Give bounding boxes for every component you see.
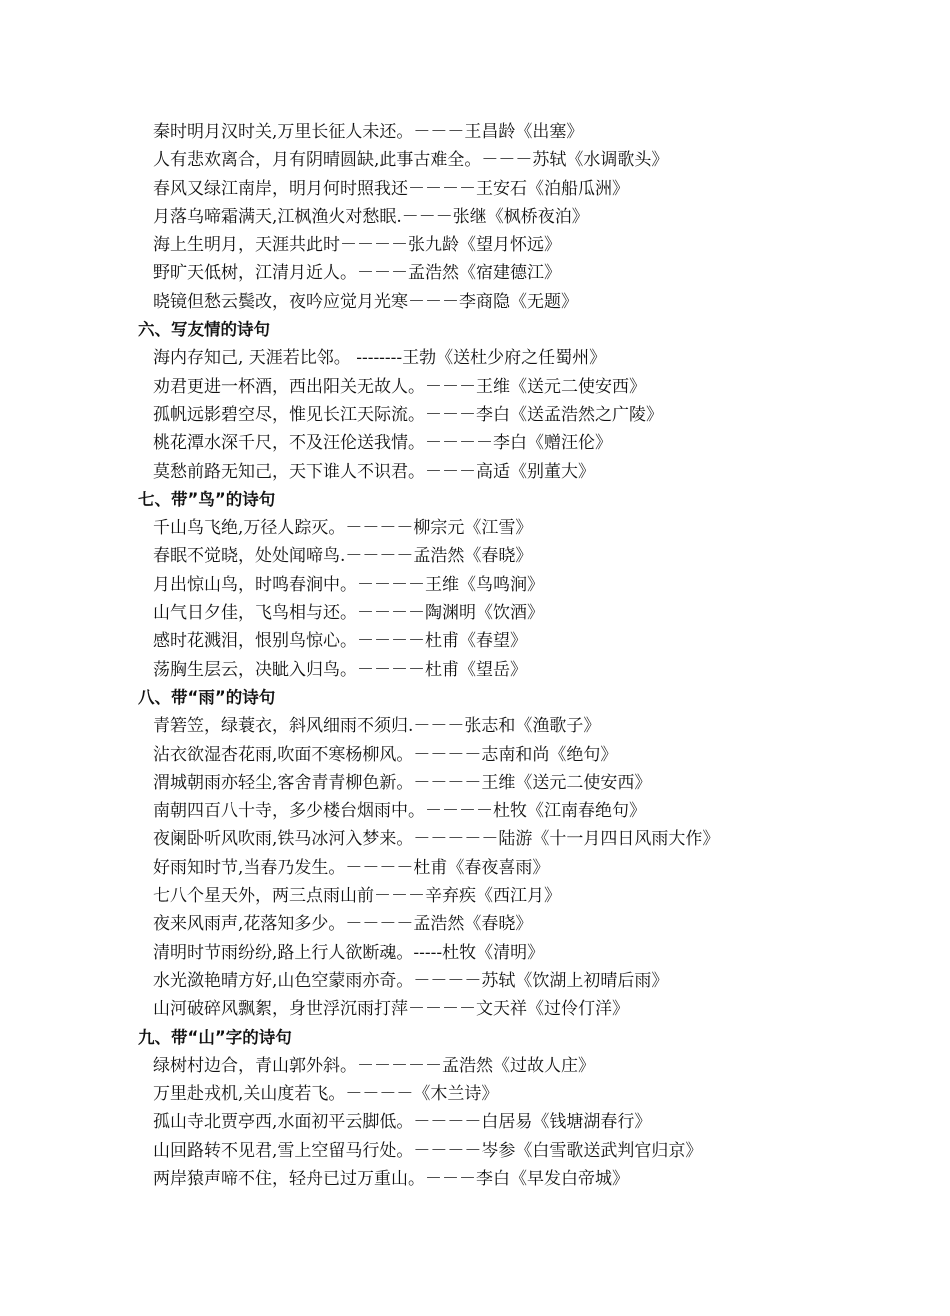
- poem-line: 青箬笠，绿蓑衣，斜风细雨不须归.－－－张志和《渔歌子》: [153, 716, 601, 737]
- poem-line: 海上生明月，天涯共此时－－－－张九龄《望月怀远》: [153, 235, 561, 256]
- poem-line: 千山鸟飞绝,万径人踪灭。－－－－柳宗元《江雪》: [153, 518, 533, 539]
- section-moon-continued: [0, 118, 950, 316]
- poem-line: 海内存知己, 天涯若比邻。 --------王勃《送杜少府之任蜀州》: [153, 348, 607, 369]
- poem-line: 感时花溅泪，恨别鸟惊心。－－－－杜甫《春望》: [153, 631, 527, 652]
- document-page: [0, 118, 950, 1193]
- section-heading: 八、带“雨”的诗句: [138, 687, 276, 707]
- section-heading: 七、带”鸟”的诗句: [138, 489, 276, 509]
- poem-line: 好雨知时节,当春乃发生。－－－－杜甫《春夜喜雨》: [153, 857, 550, 878]
- poem-line: 孤帆远影碧空尽，惟见长江天际流。－－－李白《送孟浩然之广陵》: [153, 404, 663, 425]
- poem-line: 夜来风雨声,花落知多少。－－－－孟浩然《春晓》: [153, 914, 533, 935]
- section-friendship: [0, 316, 950, 486]
- poem-line: 月出惊山鸟，时鸣春涧中。－－－－王维《鸟鸣涧》: [153, 574, 544, 595]
- poem-line: 清明时节雨纷纷,路上行人欲断魂。-----杜牧《清明》: [153, 942, 545, 963]
- poem-line: 人有悲欢离合，月有阴晴圆缺,此事古难全。－－－苏轼《水调歌头》: [153, 150, 669, 171]
- poem-line: 春风又绿江南岸，明月何时照我还－－－－王安石《泊船瓜洲》: [153, 178, 629, 199]
- poem-line: 沾衣欲湿杏花雨,吹面不寒杨柳风。－－－－志南和尚《绝句》: [153, 744, 618, 765]
- section-heading: 六、写友情的诗句: [138, 320, 270, 340]
- poem-line: 荡胸生层云，决眦入归鸟。－－－－杜甫《望岳》: [153, 659, 527, 680]
- poem-line: 水光潋艳晴方好,山色空蒙雨亦奇。－－－－苏轼《饮湖上初晴后雨》: [153, 970, 669, 991]
- section-heading: 九、带“山”字的诗句: [138, 1027, 292, 1047]
- poem-line: 莫愁前路无知己，天下谁人不识君。－－－高适《别董大》: [153, 461, 595, 482]
- poem-line: 野旷天低树，江清月近人。－－－孟浩然《宿建德江》: [153, 263, 561, 284]
- poem-line: 南朝四百八十寺，多少楼台烟雨中。－－－－杜牧《江南春绝句》: [153, 801, 646, 822]
- poem-line: 七八个星天外，两三点雨山前－－－辛弃疾《西江月》: [153, 886, 561, 907]
- poem-line: 春眠不觉晓，处处闻啼鸟.－－－－孟浩然《春晓》: [153, 546, 533, 567]
- poem-line: 山河破碎风飘絮，身世浮沉雨打萍－－－－文天祥《过伶仃洋》: [153, 999, 629, 1020]
- poem-line: 山回路转不见君,雪上空留马行处。－－－－岑参《白雪歌送武判官归京》: [153, 1140, 703, 1161]
- poem-line: 劝君更进一杯酒，西出阳关无故人。－－－王维《送元二使安西》: [153, 376, 646, 397]
- poem-line: 两岸猿声啼不住，轻舟已过万重山。－－－李白《早发白帝城》: [153, 1168, 629, 1189]
- poem-line: 孤山寺北贾亭西,水面初平云脚低。－－－－白居易《钱塘湖春行》: [153, 1112, 652, 1133]
- poem-line: 晓镜但愁云鬓改，夜吟应觉月光寒－－－李商隐《无题》: [153, 291, 578, 312]
- section-rain: [0, 684, 950, 1024]
- poem-line: 山气日夕佳，飞鸟相与还。－－－－陶渊明《饮酒》: [153, 603, 544, 624]
- section-mountain: [0, 1024, 950, 1194]
- poem-line: 秦时明月汉时关,万里长征人未还。－－－王昌龄《出塞》: [153, 122, 584, 142]
- poem-line: 月落乌啼霜满天,江枫渔火对愁眠.－－－张继《枫桥夜泊》: [153, 206, 589, 227]
- poem-line: 万里赴戎机,关山度若飞。－－－－《木兰诗》: [153, 1084, 499, 1105]
- poem-line: 夜阑卧听风吹雨,铁马冰河入梦来。－－－－－陆游《十一月四日风雨大作》: [153, 829, 720, 850]
- poem-line: 渭城朝雨亦轻尘,客舍青青柳色新。－－－－王维《送元二使安西》: [153, 772, 652, 793]
- poem-line: 绿树村边合，青山郭外斜。－－－－－孟浩然《过故人庄》: [153, 1055, 595, 1076]
- section-bird: [0, 486, 950, 684]
- poem-line: 桃花潭水深千尺，不及汪伦送我情。－－－－李白《赠汪伦》: [153, 433, 612, 454]
